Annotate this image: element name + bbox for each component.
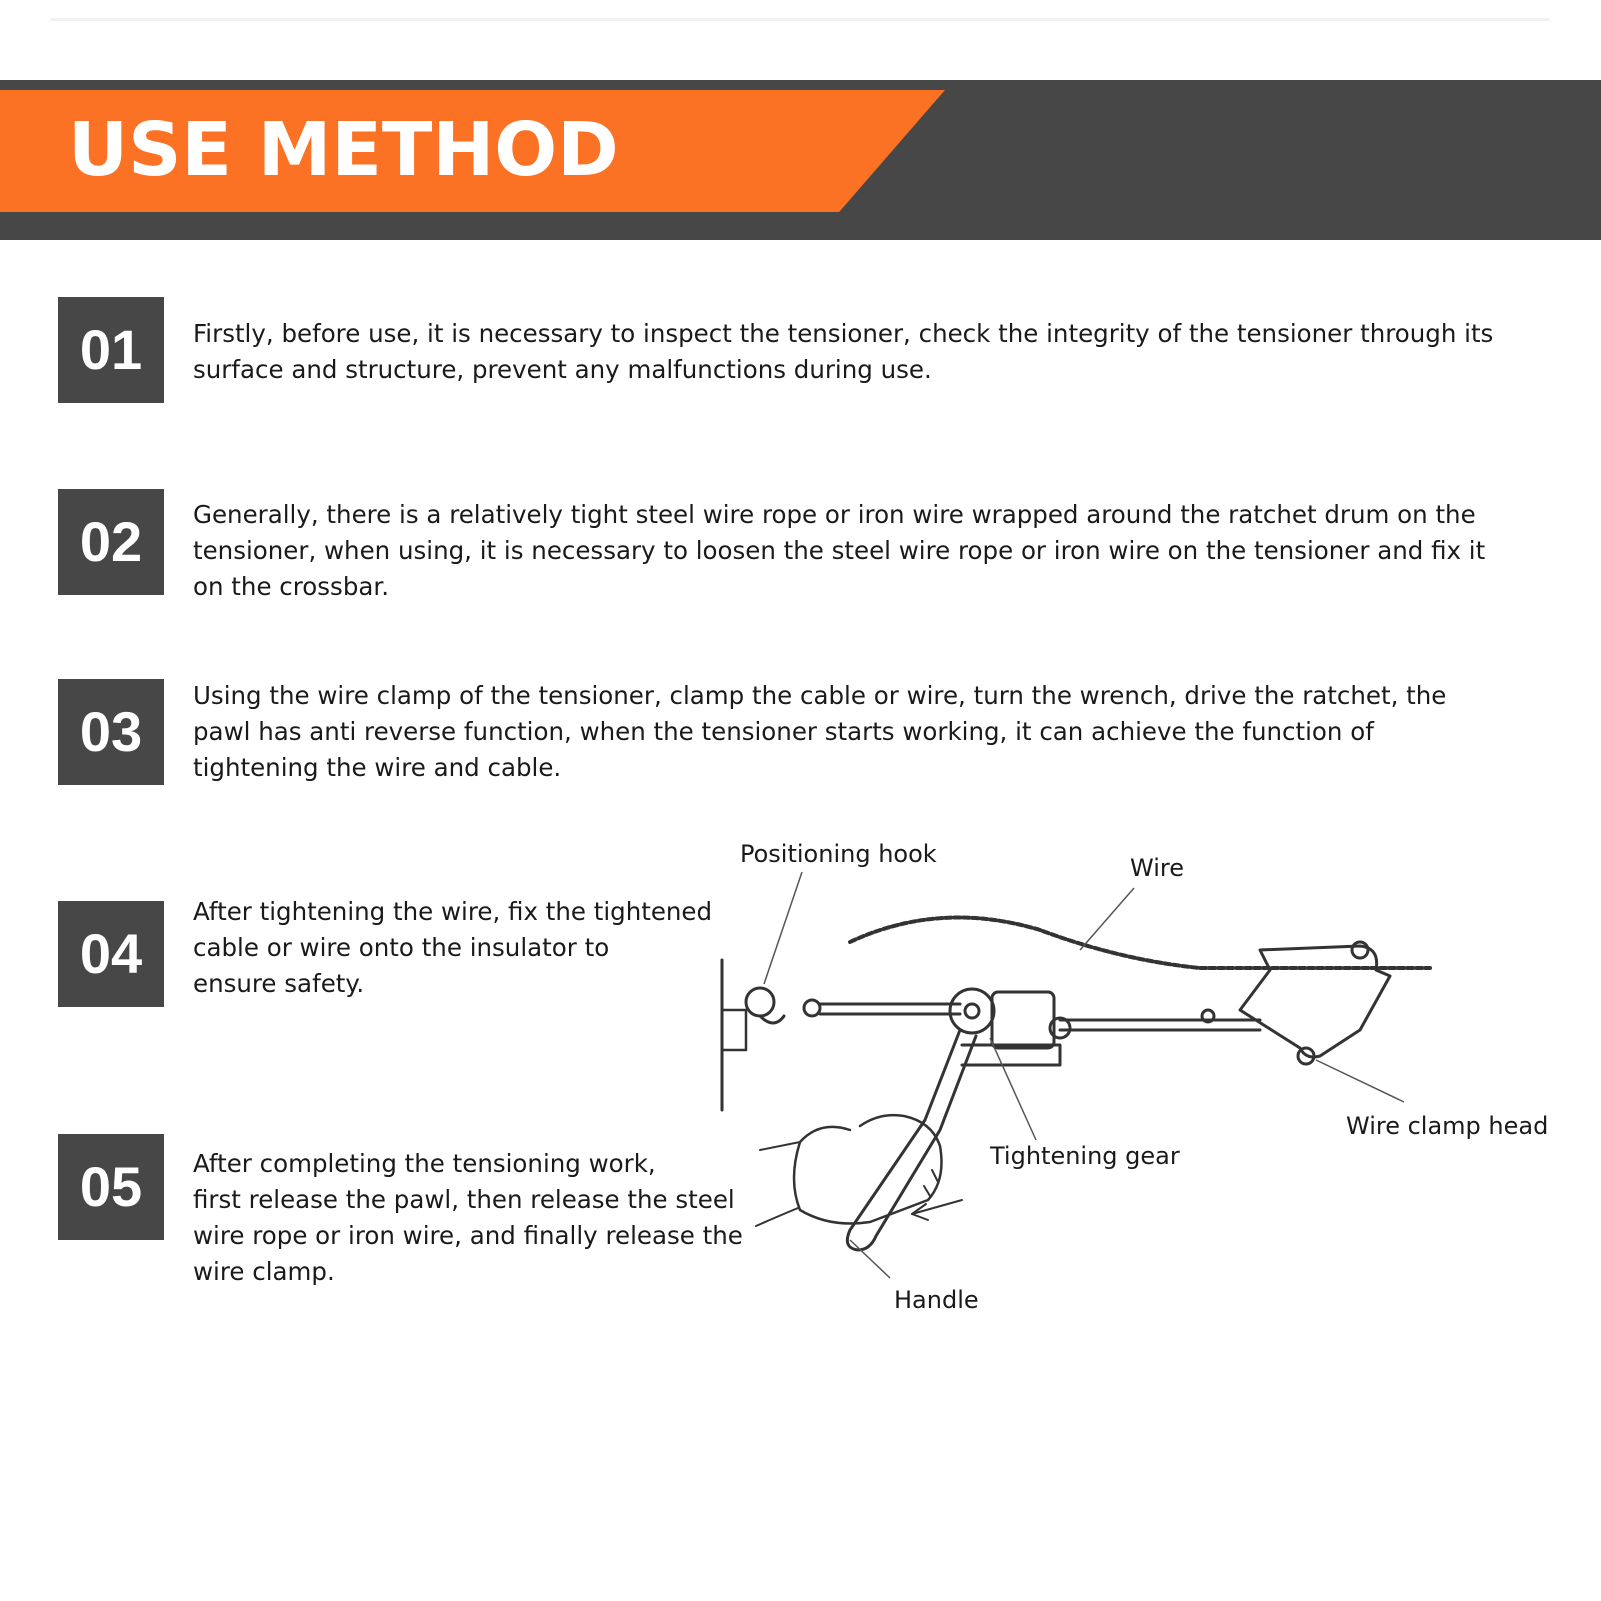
step-text-line: Using the wire clamp of the tensioner, clamp the cable or wire, turn the wrench, drive the ratchet, the	[193, 681, 1447, 710]
step-number-05: 05	[58, 1134, 164, 1240]
step-text-line: wire clamp.	[193, 1257, 335, 1286]
step-number-04: 04	[58, 901, 164, 1007]
step-text-line: cable or wire onto the insulator to	[193, 933, 610, 962]
label-positioning-hook: Positioning hook	[740, 840, 937, 868]
step-text-line: Firstly, before use, it is necessary to inspect the tensioner, check the integrity of the tensioner through its	[193, 319, 1494, 348]
step-text-line: surface and structure, prevent any malfunctions during use.	[193, 355, 932, 384]
step-text-line: pawl has anti reverse function, when the tensioner starts working, it can achieve the function of	[193, 717, 1374, 746]
step-text-01	[193, 316, 1493, 388]
label-handle: Handle	[894, 1286, 979, 1314]
header-banner	[0, 80, 1601, 240]
step-number-03: 03	[58, 679, 164, 785]
label-tightening-gear: Tightening gear	[990, 1142, 1180, 1170]
step-text-04	[193, 894, 712, 1002]
step-text-line: ensure safety.	[193, 969, 365, 998]
step-text-05	[193, 1146, 743, 1290]
step-text-03	[193, 678, 1446, 786]
page-title: USE METHOD	[68, 107, 619, 193]
label-wire: Wire	[1130, 854, 1184, 882]
step-text-line: wire rope or iron wire, and finally release the	[193, 1221, 743, 1250]
step-text-line: tensioner, when using, it is necessary to loosen the steel wire rope or iron wire on the tensioner and fix it	[193, 536, 1486, 565]
step-number-02: 02	[58, 489, 164, 595]
positioning-hook-illustration	[746, 988, 820, 1023]
step-text-line: on the crossbar.	[193, 572, 389, 601]
step-text-line: After completing the tensioning work,	[193, 1149, 656, 1178]
step-text-line: tightening the wire and cable.	[193, 753, 562, 782]
wall-mount-illustration	[722, 960, 746, 1110]
label-wire-clamp-head: Wire clamp head	[1346, 1112, 1549, 1140]
top-divider	[50, 18, 1550, 21]
step-text-line: first release the pawl, then release the steel	[193, 1185, 735, 1214]
tensioner-diagram	[700, 830, 1600, 1350]
step-text-02	[193, 497, 1485, 605]
step-number-01: 01	[58, 297, 164, 403]
handle-illustration	[756, 1030, 976, 1250]
step-text-line: Generally, there is a relatively tight steel wire rope or iron wire wrapped around the ratchet drum on the	[193, 500, 1476, 529]
wire-clamp-head-illustration	[1202, 942, 1390, 1064]
step-text-line: After tightening the wire, fix the tightened	[193, 897, 713, 926]
